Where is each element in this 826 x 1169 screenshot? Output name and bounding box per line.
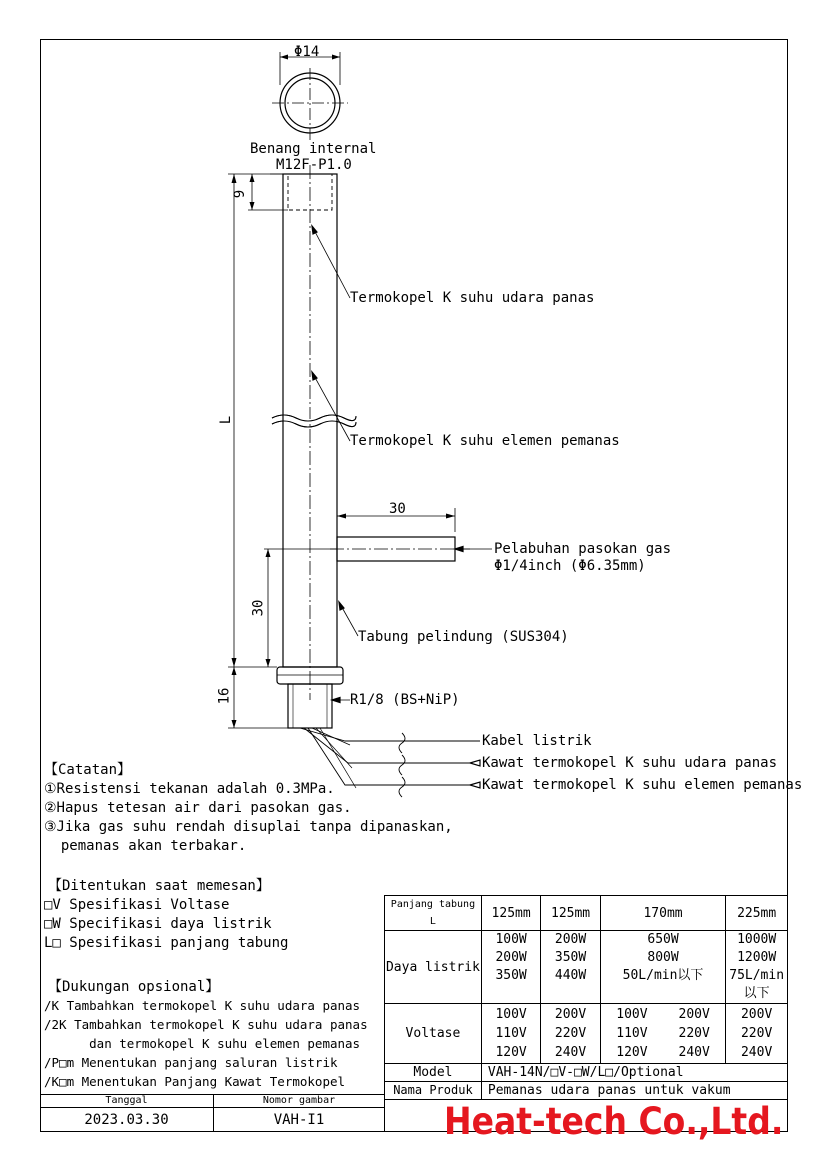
label-gas-port-size: Φ1/4inch (Φ6.35mm) (494, 558, 646, 574)
model-value: VAH-14N/□V-□W/L□/Optional (481, 1064, 787, 1082)
model-label: Model (385, 1064, 482, 1082)
date-value: 2023.03.30 (84, 1112, 169, 1128)
voltage-cell: 200V 220V 240V (663, 1004, 726, 1064)
note-item: pemanas akan terbakar. (44, 838, 247, 854)
label-tc-element: Termokopel K suhu elemen pemanas (350, 433, 620, 449)
dim-30-vertical: 30 (250, 599, 267, 617)
voltage-label: Voltase (385, 1004, 482, 1064)
power-cell: 650W 800W 50L/min以下 (600, 931, 726, 1004)
table-row (385, 1064, 788, 1082)
date-cell (40, 1094, 214, 1132)
internal-thread-label: Benang internal (250, 141, 377, 157)
product-value: Pemanas udara panas untuk vakum (481, 1082, 787, 1100)
spec-table (384, 895, 788, 1100)
tube-length-cell: 125mm (481, 896, 540, 931)
note-item: ③Jika gas suhu rendah disuplai tanpa dipanaskan, (44, 819, 453, 835)
label-power-cable: Kabel listrik (482, 733, 592, 749)
note-item: ①Resistensi tekanan adalah 0.3MPa. (44, 781, 335, 797)
option-item: dan termokopel K suhu elemen pemanas (44, 1036, 361, 1051)
voltage-cell: 200V 220V 240V (541, 1004, 600, 1064)
option-item: /P□m Menentukan panjang saluran listrik (44, 1055, 338, 1070)
label-tc-wire-air: Kawat termokopel K suhu udara panas (482, 755, 778, 771)
dim-L: L (218, 415, 235, 425)
voltage-cell: 100V 110V 120V (481, 1004, 540, 1064)
product-label: Nama Produk (385, 1082, 482, 1100)
note-item: ②Hapus tetesan air dari pasokan gas. (44, 800, 352, 816)
label-tc-hot-air: Termokopel K suhu udara panas (350, 290, 595, 306)
power-cell: 1000W 1200W 75L/min 以下 (726, 931, 788, 1004)
order-item: L□ Spesifikasi panjang tabung (44, 935, 289, 951)
table-row (385, 1004, 788, 1064)
order-item: □W Specifikasi daya listrik (44, 916, 272, 932)
internal-thread-spec: M12F-P1.0 (276, 157, 352, 173)
diameter-label: Φ14 (294, 44, 320, 60)
order-item: □V Spesifikasi Voltase (44, 897, 230, 913)
option-item: /K□m Menentukan Panjang Kawat Termokopel (44, 1074, 346, 1089)
label-tc-wire-element: Kawat termokopel K suhu elemen pemanas (482, 777, 803, 793)
table-row (385, 896, 788, 931)
table-row (385, 1082, 788, 1100)
dim-16: 16 (216, 687, 233, 705)
date-label: Tanggal (40, 1095, 213, 1108)
company-logo: Heat-tech Co.,Ltd. (444, 1099, 784, 1144)
tube-length-cell: 225mm (726, 896, 788, 931)
power-cell: 200W 350W 440W (541, 931, 600, 1004)
option-item: /K Tambahkan termokopel K suhu udara panas (44, 998, 361, 1013)
notes-title: 【Catatan】 (44, 762, 132, 778)
drawing-number-value: VAH-I1 (273, 1112, 325, 1128)
tube-length-label: Panjang tabung L (385, 896, 482, 931)
label-thread: R1/8 (BS+NiP) (350, 692, 460, 708)
option-item: /2K Tambahkan termokopel K suhu udara panas (44, 1017, 368, 1032)
table-row (385, 931, 788, 1004)
power-cell: 100W 200W 350W (481, 931, 540, 1004)
threaded-end (288, 684, 332, 728)
dim-9: 9 (232, 189, 249, 199)
drawing-number-cell (213, 1094, 385, 1132)
voltage-cell: 100V 110V 120V (600, 1004, 663, 1064)
dim-30-horizontal: 30 (389, 501, 406, 517)
label-gas-port: Pelabuhan pasokan gas (494, 541, 672, 557)
tube-length-cell: 125mm (541, 896, 600, 931)
voltage-cell: 200V 220V 240V (726, 1004, 788, 1064)
options-title: 【Dukungan opsional】 (48, 979, 220, 995)
tube-length-cell: 170mm (600, 896, 726, 931)
label-protective-tube: Tabung pelindung (SUS304) (358, 629, 569, 645)
power-label: Daya listrik (385, 931, 482, 1004)
order-title: 【Ditentukan saat memesan】 (48, 878, 270, 894)
drawing-number-label: Nomor gambar (214, 1095, 384, 1108)
